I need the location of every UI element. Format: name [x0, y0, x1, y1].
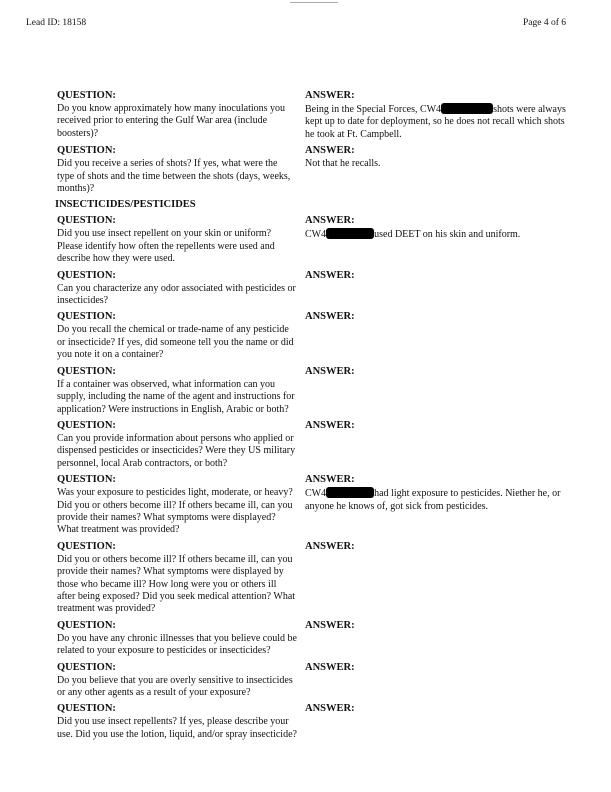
redaction-box [326, 228, 374, 239]
answer [305, 365, 567, 416]
question [57, 419, 297, 470]
question-text: Do you know approximately how many inoculations you received prior to entering the Gulf War area (include boosters)? [57, 103, 286, 139]
section-title: INSECTICIDES/PESTICIDES [55, 199, 196, 211]
answer-label: ANSWER: [305, 269, 355, 281]
question-text: Was your exposure to pesticides light, moderate, or heavy? Did you or others become ill? If others became ill, can you provide their names? What symptoms were displayed? What treatment was provided? [57, 487, 293, 536]
question-label: QUESTION: [57, 145, 116, 157]
answer [305, 661, 567, 700]
answer [305, 540, 567, 616]
question-label: QUESTION: [57, 619, 116, 631]
answer [305, 473, 567, 537]
qa-row [0, 144, 611, 195]
question-label: QUESTION: [57, 661, 116, 673]
answer-text-end: used DEET on his skin and uniform. [374, 229, 521, 241]
answer-text-start: Not that he recalls. [305, 158, 381, 170]
question [57, 144, 297, 195]
answer-text [305, 103, 567, 141]
answer-label: ANSWER: [305, 365, 355, 377]
answer [305, 144, 567, 195]
qa-row [0, 540, 611, 616]
answer-label: ANSWER: [305, 703, 355, 715]
answer-label: ANSWER: [305, 419, 355, 431]
answer-label: ANSWER: [305, 215, 355, 227]
question-text: If a container was observed, what information can you supply, including the name of the agent and instructions for application? Were instructions in English, Arabic or both? [57, 378, 295, 415]
answer-label: ANSWER: [305, 90, 355, 101]
question [57, 365, 297, 416]
answer-text-start: CW4 [305, 229, 327, 241]
question [57, 269, 297, 308]
question-label: QUESTION: [57, 703, 116, 715]
question-label: QUESTION: [57, 215, 116, 227]
question-label: QUESTION: [57, 474, 116, 486]
answer-text-start: CW4 [305, 488, 327, 500]
question-text: Can you provide information about persons who applied or dispensed pesticides or insecticides? Were they US military personnel, local Arab contractors, or both? [57, 432, 296, 469]
qa-row [0, 702, 611, 741]
answer [305, 419, 567, 470]
question [57, 310, 297, 361]
answer-text [305, 228, 567, 241]
answer-label: ANSWER: [305, 311, 355, 323]
lead-id: Lead ID: 18158 [26, 18, 87, 28]
question-text: Did you use insect repellent on your skin or uniform? Please identify how often the repellents were used and describe how they were used. [57, 228, 275, 265]
qa-row [0, 269, 611, 308]
answer-text-end: had light exposure to pesticides. Niether he, or anyone he knows of, got sick from pesticides. [305, 488, 561, 512]
answer [305, 702, 567, 741]
question [57, 540, 297, 616]
qa-row [0, 661, 611, 700]
question-text: Did you use insect repellents? If yes, please describe your use. Did you use the lotion, liquid, and/or spray insecticide? [57, 716, 297, 740]
answer [305, 310, 567, 361]
question-text: Did you receive a series of shots? If yes, what were the type of shots and the time between the shots (days, weeks, months)? [57, 158, 291, 195]
answer [305, 619, 567, 658]
qa-row [0, 214, 611, 265]
question [57, 661, 297, 700]
answer-text-start: Being in the Special Forces, CW4 [305, 104, 442, 115]
answer [305, 269, 567, 308]
qa-row [0, 89, 611, 141]
answer [305, 214, 567, 265]
question-label: QUESTION: [57, 419, 116, 431]
question [57, 702, 297, 741]
question-label: QUESTION: [57, 540, 116, 552]
answer-text [305, 158, 567, 170]
answer-label: ANSWER: [305, 619, 355, 631]
answer-text-end: shots were always kept up to date for deployment, so he does not recall which shots he took at Ft. Campbell. [305, 104, 566, 140]
answer-label: ANSWER: [305, 540, 355, 552]
question-text: Do you believe that you are overly sensitive to insecticides or any other agents as a result of your exposure? [57, 674, 293, 698]
scan-mark [290, 2, 338, 3]
qa-row [0, 310, 611, 361]
answer-label: ANSWER: [305, 661, 355, 673]
qa-row [0, 619, 611, 658]
answer-text [305, 487, 567, 513]
question-text: Do you have any chronic illnesses that you believe could be related to your exposure to pesticides or insecticides? [57, 632, 297, 657]
question [57, 214, 297, 265]
answer [305, 89, 567, 141]
redaction-box [441, 103, 493, 114]
question-text: Did you or others become ill? If others became ill, can you provide their names? What symptoms were displayed by those who became ill? How long were you or others ill after being exposed? Did you seek medical attention? What treatment was provided? [57, 553, 296, 615]
question-label: QUESTION: [57, 269, 116, 281]
answer-label: ANSWER: [305, 145, 355, 157]
question [57, 89, 297, 141]
qa-row [0, 419, 611, 470]
qa-row [0, 365, 611, 416]
question-label: QUESTION: [57, 365, 116, 377]
question-label: QUESTION: [57, 90, 116, 101]
question [57, 619, 297, 658]
qa-row [0, 473, 611, 537]
redaction-box [326, 487, 374, 498]
qa-list [0, 89, 611, 744]
question-text: Can you characterize any odor associated with pesticides or insecticides? [57, 282, 296, 307]
question-label: QUESTION: [57, 311, 116, 323]
question [57, 473, 297, 537]
page-number: Page 4 of 6 [523, 18, 567, 28]
answer-label: ANSWER: [305, 474, 355, 486]
question-text: Do you recall the chemical or trade-name of any pesticide or insecticide? If yes, did someone tell you the name or did you note it on a container? [57, 324, 294, 361]
